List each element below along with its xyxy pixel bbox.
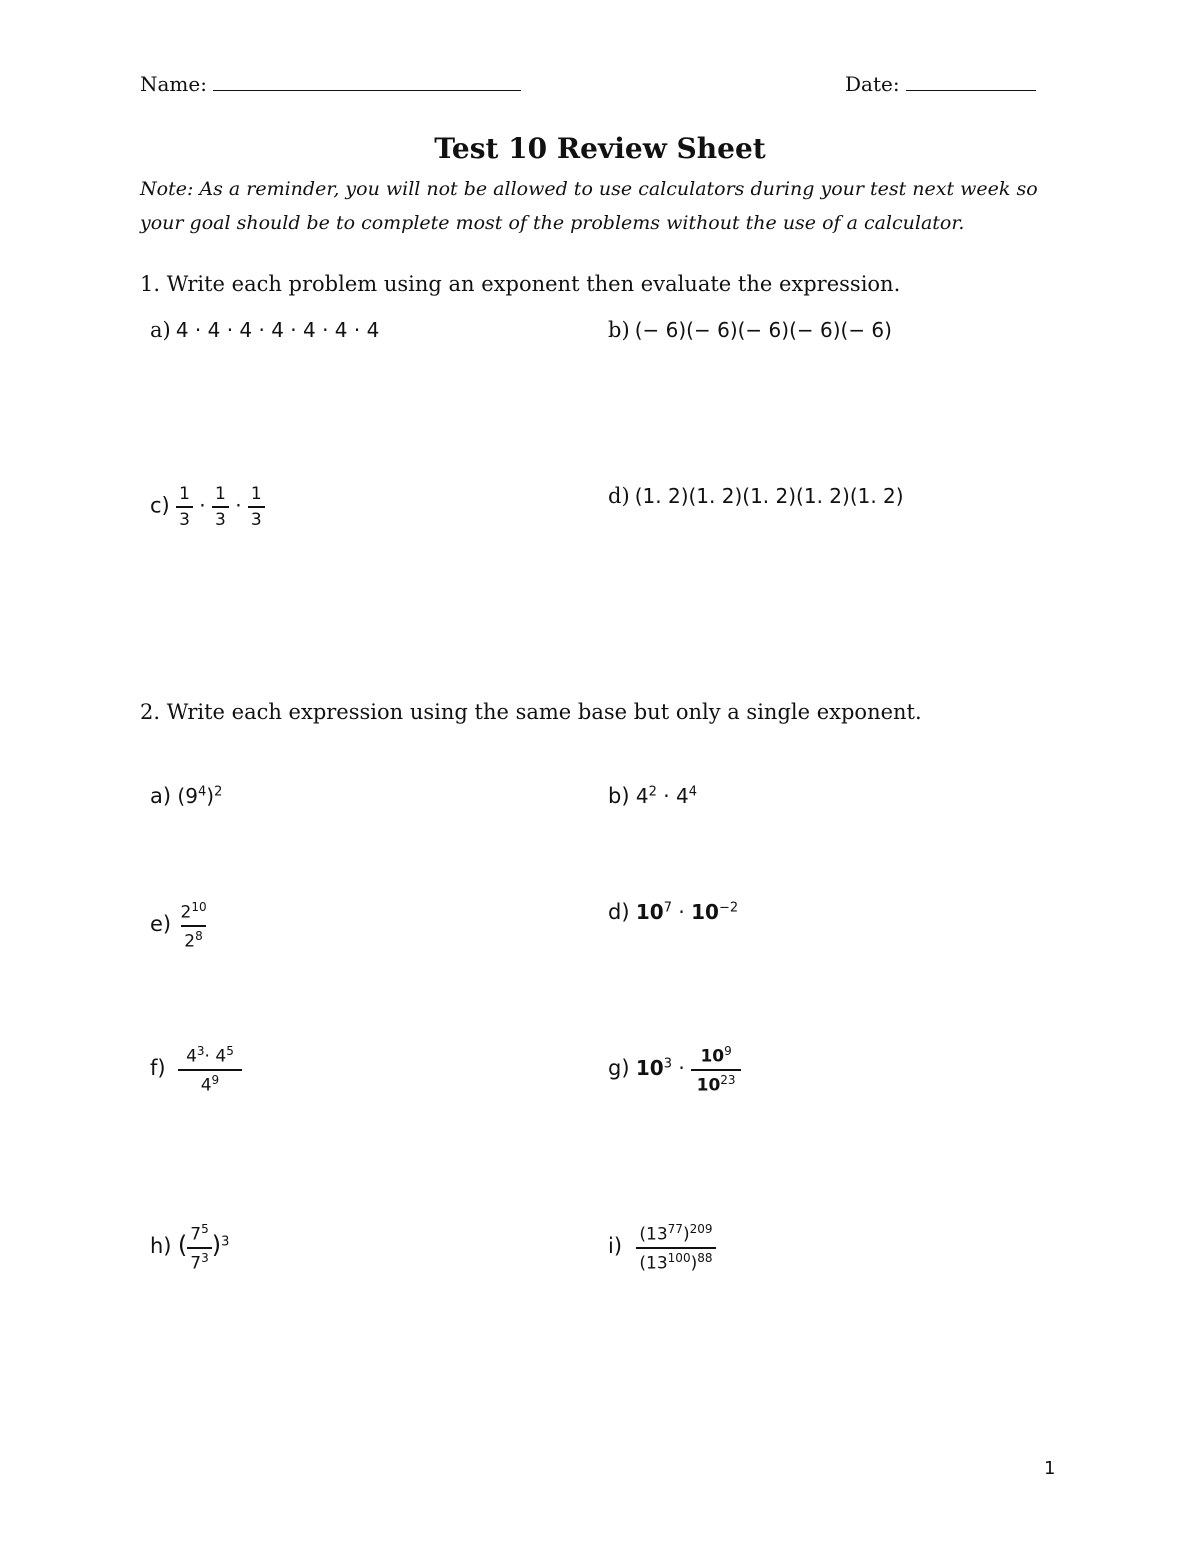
q2-g-fraction: $\frac{10^9}{10^{23}}$	[691, 1044, 741, 1095]
q2-e-label: e)	[150, 912, 172, 937]
q2-f-fraction: $\frac{4^3\cdot 4^5}{4^9}$	[178, 1044, 242, 1095]
q2-a-label: a)	[150, 784, 172, 808]
q1-c-label: c)	[150, 493, 170, 518]
q2-h-fraction: $\frac{7^5}{7^3}$	[187, 1222, 211, 1273]
page-title: Test 10 Review Sheet	[434, 132, 766, 165]
q2-prompt: 2. Write each expression using the same base but only a single exponent.	[140, 700, 922, 724]
q2-b: b) $4^2 \cdot 4^4$	[608, 784, 697, 808]
q2-b-label: b)	[608, 784, 630, 808]
date-field	[845, 72, 1036, 96]
q1-d-expr: (1. 2)(1. 2)(1. 2)(1. 2)(1. 2)	[634, 484, 904, 508]
dot-operator: ·	[235, 493, 242, 518]
q2-i	[608, 1222, 716, 1273]
date-blank-line[interactable]	[906, 90, 1036, 91]
q2-h-label: h)	[150, 1234, 172, 1259]
q2-a: a) $(9^4)^2$	[150, 784, 223, 808]
name-label: Name:	[140, 72, 207, 96]
q2-f-label: f)	[150, 1056, 166, 1081]
q1-prompt: 1. Write each problem using an exponent then evaluate the expression.	[140, 272, 901, 296]
q1-c-fraction-1: $\frac{1}{3}$	[176, 484, 193, 530]
name-field	[140, 72, 521, 96]
q1-d	[608, 484, 904, 508]
dot-operator: ·	[199, 493, 206, 518]
q1-d-label: d)	[608, 484, 630, 508]
q1-b-expr: (− 6)(− 6)(− 6)(− 6)(− 6)	[634, 318, 892, 342]
q1-c	[150, 484, 265, 530]
q1-c-fraction-3: $\frac{1}{3}$	[248, 484, 265, 530]
q1-a	[150, 318, 379, 342]
q1-c-fraction-2: $\frac{1}{3}$	[212, 484, 229, 530]
q2-d-label: d)	[608, 900, 630, 924]
q2-e	[150, 900, 210, 951]
q2-i-fraction: $\frac{(13^{77})^{209}}{(13^{100})^{88}}$	[636, 1222, 715, 1273]
date-label: Date:	[845, 72, 900, 96]
q2-g-label: g)	[608, 1056, 630, 1081]
q1-a-label: a)	[150, 318, 171, 342]
q2-d: d) $10^7 \cdot 10^{-2}$	[608, 900, 739, 924]
q1-b-label: b)	[608, 318, 630, 342]
q2-i-label: i)	[608, 1234, 623, 1259]
page-number: 1	[1044, 1458, 1056, 1479]
q2-h: h) ( $\frac{7^5}{7^3}$ )$^3$	[150, 1222, 230, 1274]
name-blank-line[interactable]	[213, 90, 521, 91]
q2-e-fraction: $\frac{2^{10}}{2^8}$	[180, 900, 207, 952]
q2-g: g) $10^3$ · $\frac{10^9}{10^{23}}$	[608, 1044, 741, 1095]
instruction-note: Note: As a reminder, you will not be allowed to use calculators during your test next week so your goal should be to complete most of the problems without the use of a calculator.	[140, 178, 1038, 234]
q2-f	[150, 1044, 242, 1095]
q1-a-expr: 4 · 4 · 4 · 4 · 4 · 4 · 4	[175, 318, 380, 342]
q1-b	[608, 318, 892, 342]
